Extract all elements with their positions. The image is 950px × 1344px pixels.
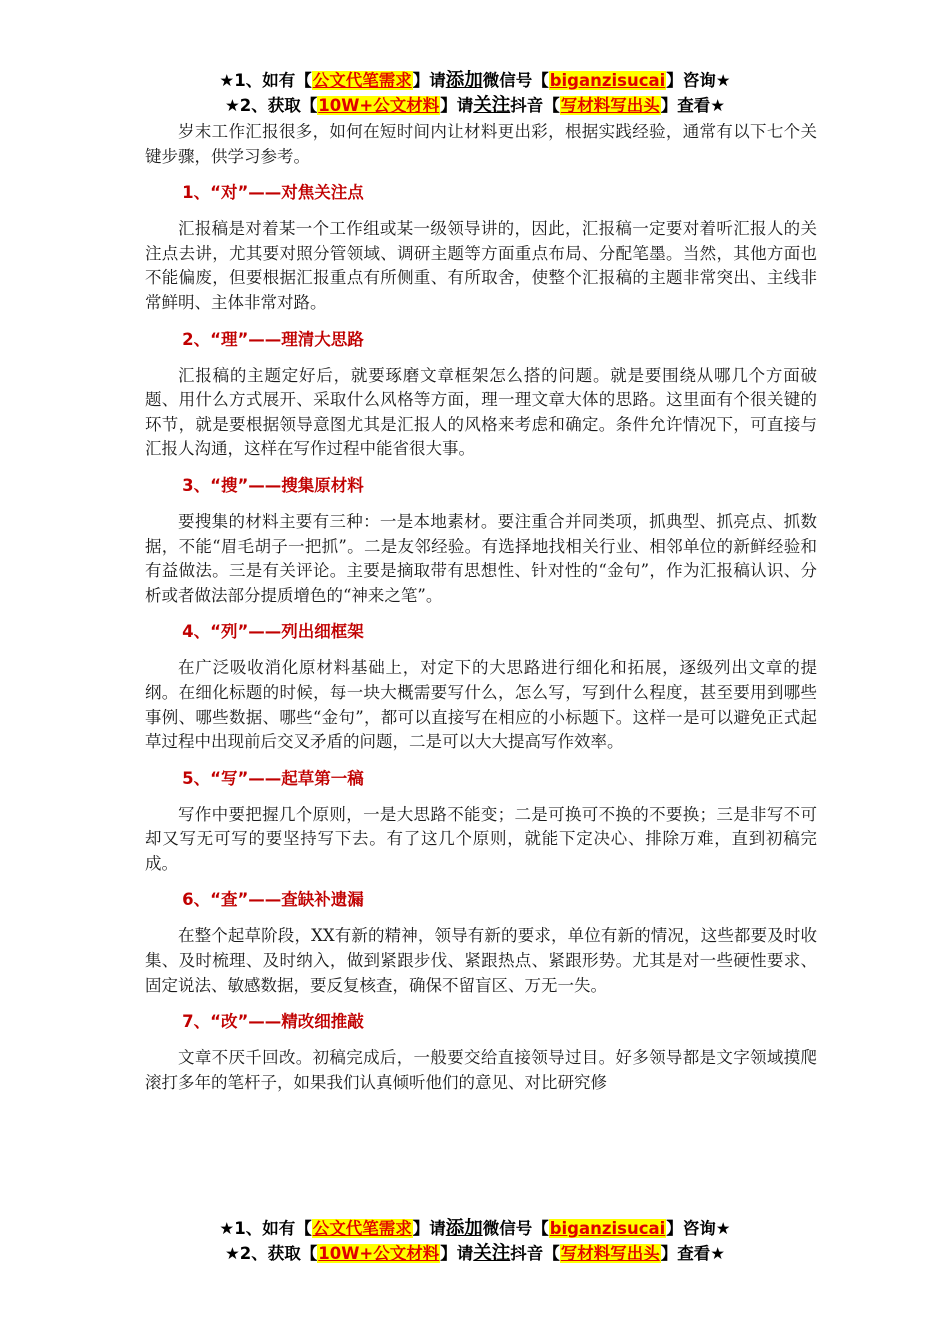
section-heading-5: 5、“写”——起草第一稿 bbox=[182, 768, 364, 788]
promo-highlight-douyin: 写材料写出头 bbox=[560, 96, 660, 115]
promo-emphasis: 关注 bbox=[473, 95, 511, 116]
promo-highlight-service: 公文代笔需求 bbox=[312, 71, 412, 90]
promo-highlight-wechat: biganzisucai bbox=[549, 71, 666, 90]
promo-text: 】请 bbox=[440, 96, 474, 115]
promo-line-2 bbox=[0, 1241, 950, 1266]
section-body-4: 在广泛吸收消化原材料基础上，对定下的大思路进行细化和拓展，逐级列出文章的提纲。在细化标题的时候，每一块大概需要写什么，怎么写，写到什么程度，甚至要用到哪些事例、哪些数据、哪些“金句”，都可以直接写在相应的小标题下。这样一是可以避免正式起草过程中出现前后交叉矛盾的问题，二是可以大大提高写作效率。 bbox=[145, 658, 817, 752]
section-heading-3: 3、“搜”——搜集原材料 bbox=[182, 475, 364, 495]
section-heading-4: 4、“列”——列出细框架 bbox=[182, 622, 364, 642]
promo-text: 】查看★ bbox=[660, 1244, 726, 1263]
section-body-7: 文章不厌千回改。初稿完成后，一般要交给直接领导过目。好多领导都是文字领域摸爬滚打多年的笔杆子，如果我们认真倾听他们的意见、对比研究修 bbox=[145, 1048, 817, 1092]
promo-text: 】查看★ bbox=[660, 96, 726, 115]
promo-emphasis: 关注 bbox=[473, 1243, 511, 1264]
promo-text: ★1、如有【 bbox=[219, 71, 312, 90]
promo-line-1 bbox=[0, 1216, 950, 1241]
promo-text: 】咨询★ bbox=[666, 1219, 731, 1238]
section-body-5: 写作中要把握几个原则，一是大思路不能变；二是可换可不换的不要换；三是非写不可却又写无可写的要坚持写下去。有了这几个原则，就能下定决心、排除万难，直到初稿完成。 bbox=[145, 804, 817, 873]
promo-text: 微信号【 bbox=[482, 1219, 549, 1238]
promo-text: ★1、如有【 bbox=[219, 1219, 312, 1238]
promo-banner-bottom bbox=[0, 1216, 950, 1266]
promo-line-1 bbox=[0, 68, 950, 93]
promo-emphasis: 添加 bbox=[445, 70, 483, 91]
promo-text: 】咨询★ bbox=[666, 71, 731, 90]
promo-text: 】请 bbox=[440, 1244, 474, 1263]
promo-banner-top bbox=[0, 68, 950, 118]
section-heading-2: 2、“理”——理清大思路 bbox=[182, 329, 364, 349]
section-body-1: 汇报稿是对着某一个工作组或某一级领导讲的，因此，汇报稿一定要对着听汇报人的关注点去讲，尤其要对照分管领域、调研主题等方面重点布局、分配笔墨。当然，其他方面也不能偏废，但要根据汇报重点有所侧重、有所取舍，使整个汇报稿的主题非常突出、主线非常鲜明、主体非常对路。 bbox=[145, 219, 817, 312]
promo-text: ★2、获取【 bbox=[224, 1244, 318, 1263]
intro-paragraph: 岁末工作汇报很多，如何在短时间内让材料更出彩，根据实践经验，通常有以下七个关键步骤，供学习参考。 bbox=[145, 122, 817, 166]
promo-text: 】请 bbox=[412, 71, 446, 90]
promo-emphasis: 添加 bbox=[445, 1218, 483, 1239]
promo-text: 】请 bbox=[412, 1219, 446, 1238]
promo-text: 抖音【 bbox=[510, 1244, 560, 1263]
promo-text: 微信号【 bbox=[482, 71, 549, 90]
promo-highlight-materials: 10W+公文材料 bbox=[318, 1244, 440, 1263]
promo-highlight-douyin: 写材料写出头 bbox=[560, 1244, 660, 1263]
promo-text: ★2、获取【 bbox=[224, 96, 318, 115]
promo-text: 抖音【 bbox=[510, 96, 560, 115]
section-heading-1: 1、“对”——对焦关注点 bbox=[182, 183, 364, 203]
section-heading-6: 6、“查”——查缺补遗漏 bbox=[182, 890, 364, 910]
article-body bbox=[145, 120, 817, 1095]
section-heading-7: 7、“改”——精改细推敲 bbox=[182, 1012, 364, 1032]
promo-highlight-wechat: biganzisucai bbox=[549, 1219, 666, 1238]
promo-highlight-service: 公文代笔需求 bbox=[312, 1219, 412, 1238]
section-body-3: 要搜集的材料主要有三种：一是本地素材。要注重合并同类项，抓典型、抓亮点、抓数据，不能“眉毛胡子一把抓”。二是友邻经验。有选择地找相关行业、相邻单位的新鲜经验和有益做法。三是有关评论。主要是摘取带有思想性、针对性的“金句”，作为汇报稿认识、分析或者做法部分提质增色的“神来之笔”。 bbox=[145, 511, 817, 605]
section-body-6: 在整个起草阶段，XX有新的精神，领导有新的要求，单位有新的情况，这些都要及时收集、及时梳理、及时纳入，做到紧跟步伐、紧跟热点、紧跟形势。尤其是对一些硬性要求、固定说法、敏感数据，要反复核查，确保不留盲区、万无一失。 bbox=[145, 926, 817, 995]
section-body-2: 汇报稿的主题定好后，就要琢磨文章框架怎么搭的问题。就是要围绕从哪几个方面破题、用什么方式展开、采取什么风格等方面，理一理文章大体的思路。这里面有个很关键的环节，就是要根据领导意图尤其是汇报人的风格来考虑和确定。条件允许情况下，可直接与汇报人沟通，这样在写作过程中能省很大事。 bbox=[145, 365, 817, 459]
promo-line-2 bbox=[0, 93, 950, 118]
promo-highlight-materials: 10W+公文材料 bbox=[318, 96, 440, 115]
